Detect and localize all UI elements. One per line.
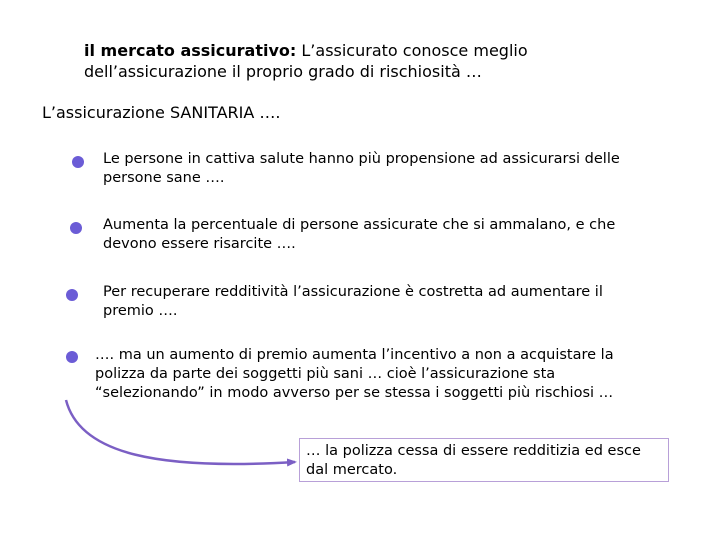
bullet-text-1: Le persone in cattiva salute hanno più propensione ad assicurarsi delle persone sane …. [103,151,620,186]
bullet-text-3: Per recuperare redditività l’assicurazione è costretta ad aumentare il premio …. [103,284,603,319]
subtitle: L’assicurazione SANITARIA …. [42,103,281,122]
title-rest: L’assicurato conosce meglio dell’assicurazione il proprio grado di rischiosità … [84,41,528,81]
conclusion-box: … la polizza cessa di essere redditizia ed esce dal mercato. [299,438,669,482]
title-bold: il mercato assicurativo: [84,41,297,60]
bullet-text-2: Aumenta la percentuale di persone assicurate che si ammalano, e che devono essere risarcite …. [103,217,616,252]
bullet-text-4: …. ma un aumento di premio aumenta l’incentivo a non a acquistare la polizza da parte dei soggetti più sani … cioè l’assicurazione sta “selezionando” in modo avverso per se stessa i soggetti più rischiosi … [95,347,614,401]
